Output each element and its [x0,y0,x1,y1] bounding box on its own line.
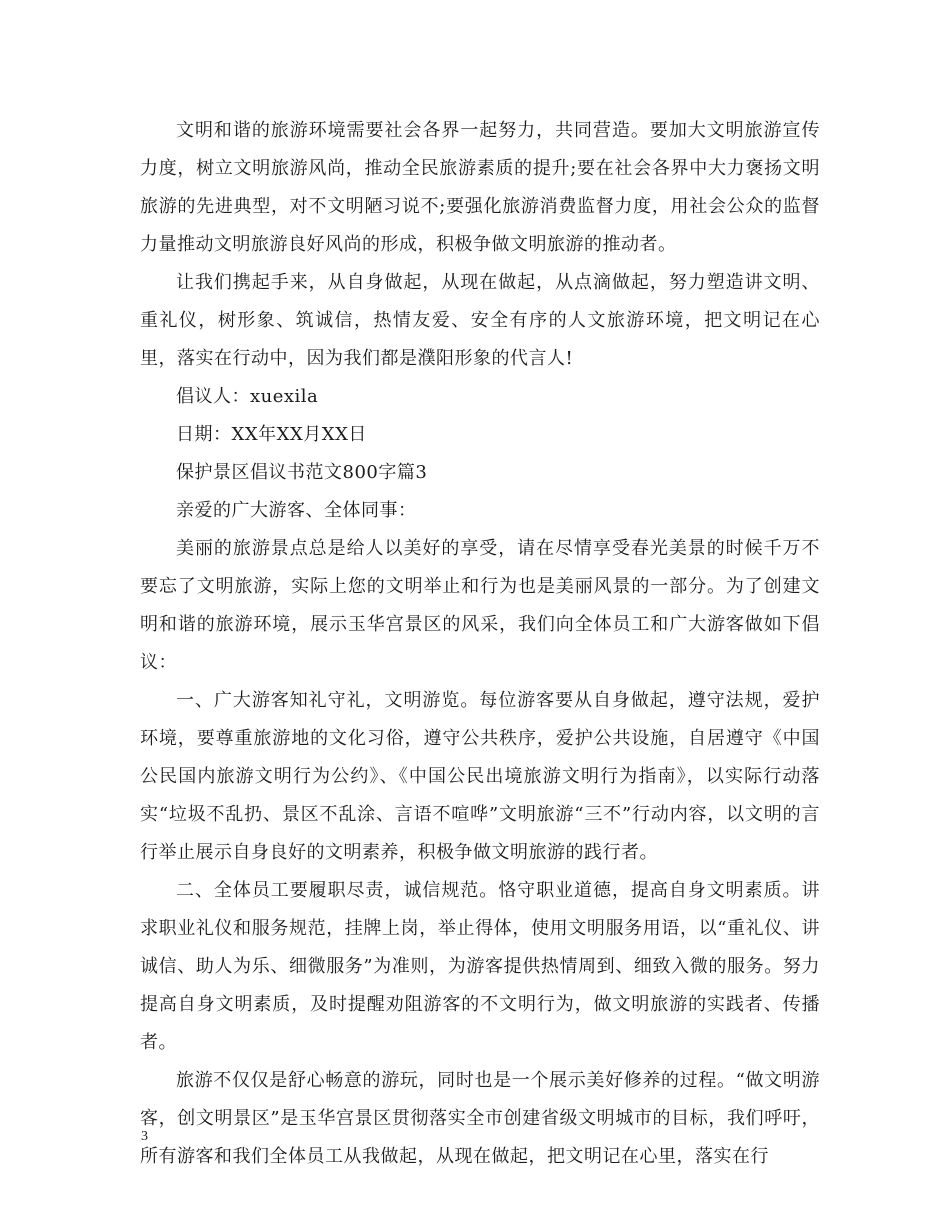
paragraph-civilized-environment: 文明和谐的旅游环境需要社会各界一起努力，共同营造。要加大文明旅游宣传力度，树立文明旅游风尚，推动全民旅游素质的提升;要在社会各界中大力褒扬文明旅游的先进典型，对不文明陋习说不;要强化旅游消费监督力度，用社会公众的监督力量推动文明旅游良好风尚的形成，积极争做文明旅游的推动者。 [140,120,820,255]
paragraph-closing: 旅游不仅仅是舒心畅意的游玩，同时也是一个展示美好修养的过程。“做文明游客，创文明景区”是玉华宫景区贯彻落实全市创建省级文明城市的目标，我们呼吁，所有游客和我们全体员工从我做起，从现在做起，把文明记在心里，落实在行 [140,1070,820,1167]
paragraph-point-one: 一、广大游客知礼守礼，文明游览。每位游客要从自身做起，遵守法规，爱护环境，要尊重旅游地的文化习俗，遵守公共秩序，爱护公共设施，自居遵守《中国公民国内旅游文明行为公约》、《中国公民出境旅游文明行为指南》，以实际行动落实“垃圾不乱扔、景区不乱涂、言语不喧哗”文明旅游“三不”行动内容，以文明的言行举止展示自身良好的文明素养，积极争做文明旅游的践行者。 [140,690,820,863]
paragraph-intro: 美丽的旅游景点总是给人以美好的享受，请在尽情享受春光美景的时候千万不要忘了文明旅游，实际上您的文明举止和行为也是美丽风景的一部分。为了创建文明和谐的旅游环境，展示玉华宫景区的风采，我们向全体员工和广大游客做如下倡议： [140,538,820,673]
initiator-line: 倡议人：xuexila [176,386,319,407]
date-line: 日期：XX年XX月XX日 [176,424,367,445]
paragraph-point-two: 二、全体员工要履职尽责，诚信规范。恪守职业道德，提高自身文明素质。讲求职业礼仪和服务规范，挂牌上岗，举止得体，使用文明服务用语，以“重礼仪、讲诚信、助人为乐、细微服务”为准则，为游客提供热情周到、细致入微的服务。努力提高自身文明素质，及时提醒劝阻游客的不文明行为，做文明旅游的实践者、传播者。 [140,880,820,1053]
paragraph-join-hands: 让我们携起手来，从自身做起，从现在做起，从点滴做起，努力塑造讲文明、重礼仪，树形象、筑诚信，热情友爱、安全有序的人文旅游环境，把文明记在心里，落实在行动中，因为我们都是濮阳形象的代言人! [140,272,820,369]
section-title: 保护景区倡议书范文800字篇3 [176,462,428,483]
salutation: 亲爱的广大游客、全体同事： [176,500,417,521]
page-number: 3 [141,1129,148,1144]
